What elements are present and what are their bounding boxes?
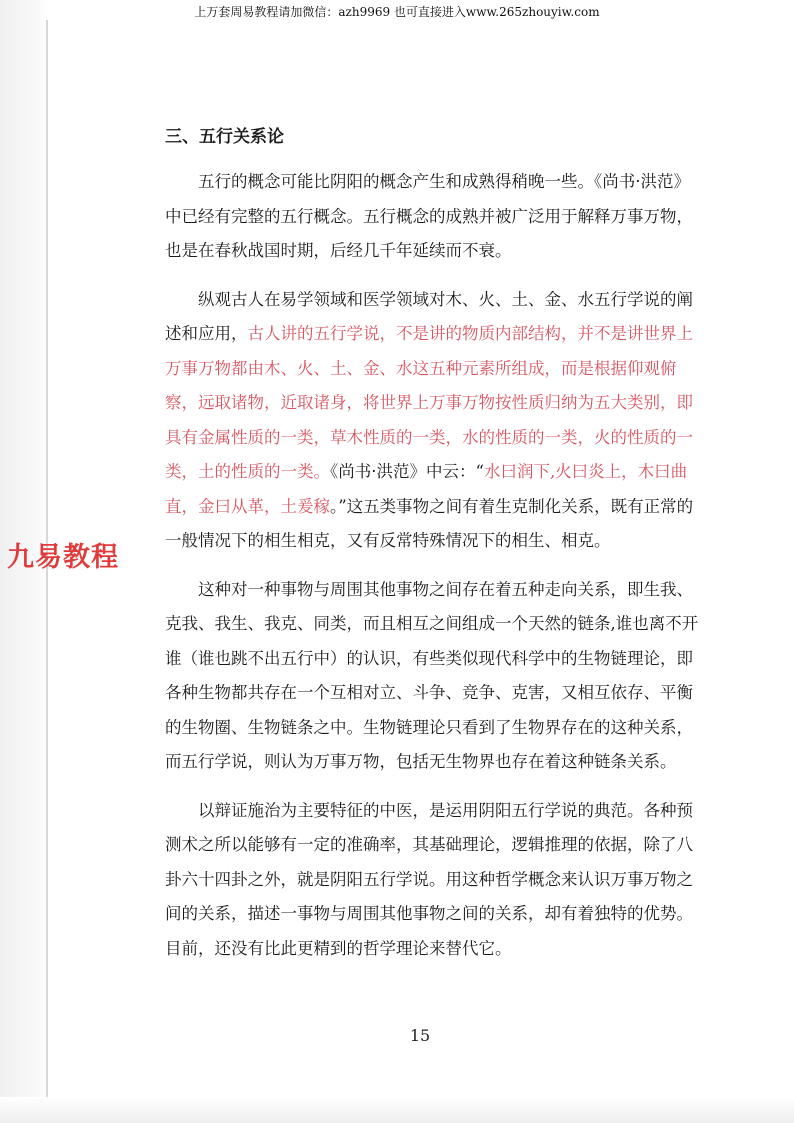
section-title: 三、五行关系论 [165,127,284,147]
paragraph-2-intro: 纵观古人在易学领域和医学领域对木、火、土、金、水五行学说的阐述和应用， [165,289,693,343]
header-note: 上万套周易教程请加微信：azh9969 也可直接进入www.265zhouyiw.com [194,5,600,19]
scan-edge-bottom [0,1097,794,1123]
body-text [165,165,700,980]
paragraph-4: 以辩证施治为主要特征的中医，是运用阴阳五行学说的典范。各种预测术之所以能够有一定的准确率，其基础理论，逻辑推理的依据，除了八卦六十四卦之外，就是阴阳五行学说。用这种哲学概念来认识万事万物之间的关系，描述一事物与周围其他事物之间的关系，却有着独特的优势。目前，还没有比此更精到的哲学理论来替代它。 [165,800,693,958]
watermark-logo: 九易教程 [7,542,119,573]
paragraph-2-quote-lead: 《尚书·洪范》中云：“ [330,462,484,481]
highlighted-quote: 水曰润下,火曰炎上，木曰曲直，金曰从革，土爰稼 [165,462,688,516]
paragraph-1: 五行的概念可能比阴阳的概念产生和成熟得稍晚一些。《尚书·洪范》中已经有完整的五行概念。五行概念的成熟并被广泛用于解释万事万物，也是在春秋战国时期，后经几千年延续而不衰。 [165,172,693,260]
paragraph-3: 这种对一种事物与周围其他事物之间存在着五种走向关系，即生我、克我、我生、我克、同类，而且相互之间组成一个天然的链条,谁也离不开谁（谁也跳不出五行中）的认识，有些类似现代科学中的生物链理论，即各种生物都共存在一个互相对立、斗争、竞争、克害，又相互依存、平衡的生物圈、生物链条之中。生物链理论只看到了生物界存在的这种关系，而五行学说，则认为万事万物，包括无生物界也存在着这种链条关系。 [165,579,699,771]
paragraph-2 [165,283,700,559]
page-number: 15 [409,1026,431,1045]
highlighted-text-1: 古人讲的五行学说，不是讲的物质内部结构，并不是讲世界上万事万物都由木、火、土、金、水这五种元素所组成，而是根据仰观俯察，远取诸物，近取诸身，将世界上万事万物按性质归纳为五大类别，即具有金属性质的一类，草木性质的一类，水的性质的一类，火的性质的一类，土的性质的一类。 [165,324,693,481]
paragraph-2-end: 。”这五类事物之间有着生克制化关系，既有正常的一般情况下的相生相克，又有反常特殊情况下的相生、相克。 [165,496,694,550]
